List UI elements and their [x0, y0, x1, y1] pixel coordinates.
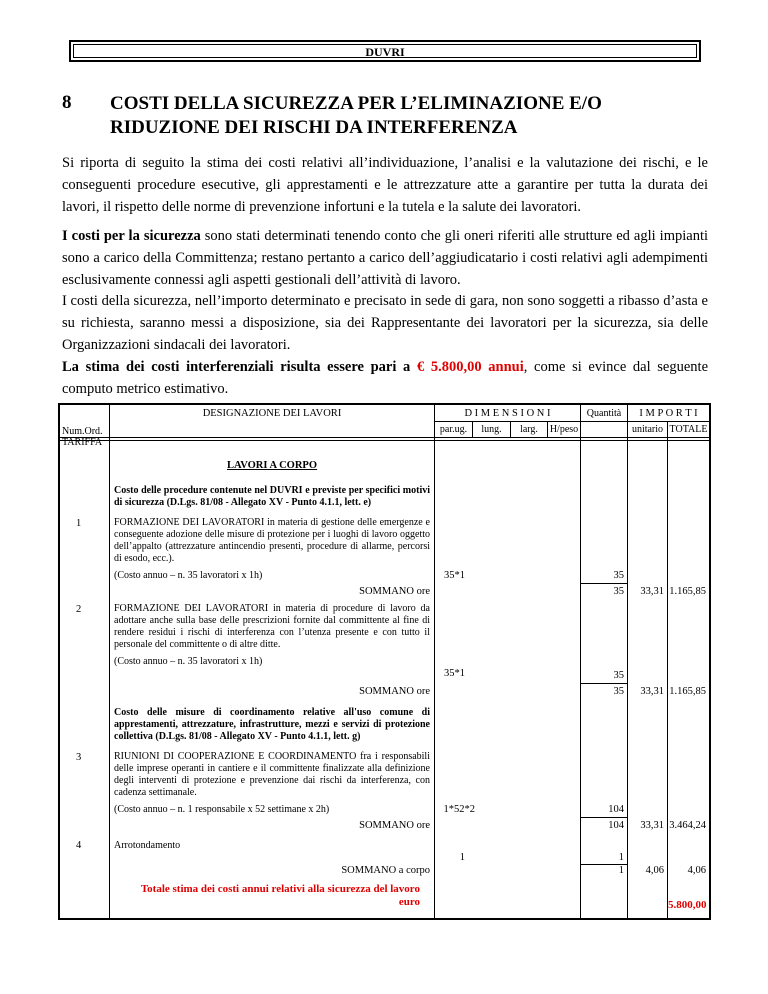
- header-importi: I M P O R T I: [639, 408, 698, 419]
- header-num-ord: Num.Ord.: [62, 426, 103, 437]
- header-lung: lung.: [481, 424, 502, 435]
- header-tariffa: TARIFFA: [62, 437, 103, 448]
- header-box: [69, 40, 701, 62]
- header-title: DUVRI: [73, 44, 697, 58]
- item-3-sommano-label: SOMMANO ore: [359, 820, 430, 831]
- item-3-number: 3: [76, 752, 82, 763]
- paragraph-1: Si riporta di seguito la stima dei costi relativi all’individuazione, l’analisi e la valutazione dei rischi, e le conseguenti procedure esecutive, gli apprestamenti e le attrezzature atte a garantire per tutta la durata dei lavori, il rispetto delle norme di prevenzione infortuni e la tutela e la salute dei lavoratori.: [62, 155, 708, 215]
- paragraph-4-amount: € 5.800,00 annui: [416, 359, 524, 375]
- header-unitario: unitario: [631, 424, 664, 435]
- paragraph-4-bold: La stima dei costi interferenziali risulta essere pari a: [62, 359, 417, 375]
- header-designazione: DESIGNAZIONE DEI LAVORI: [202, 408, 342, 419]
- item-3-total: 3.464,24: [669, 820, 706, 831]
- item-2-note: (Costo annuo – n. 35 lavoratori x 1h): [114, 656, 263, 667]
- grand-total-value: 5.800,00: [668, 899, 707, 911]
- header-quantita: Quantità: [586, 408, 622, 419]
- item-1-description: FORMAZIONE DEI LAVORATORI in materia di gestione delle emergenze e conseguente adozione delle misure di protezione per i luoghi di lavoro oggetto dell’appalto (attrezzature antincendio presenti, procedure di allarme, percorsi di esodo, ecc.).: [114, 517, 430, 564]
- item-4-unit-price: 4,06: [645, 865, 664, 876]
- group-heading-2: Costo delle misure di coordinamento relative all'uso comune di apprestamenti, attrezzature, infrastrutture, mezzi e servizi di protezione collettiva (D.Lgs. 81/08 - Allegato XV - Punto 4.1.1, lett. g): [114, 707, 430, 742]
- item-1-quantity: 35: [613, 570, 624, 581]
- item-4-description: Arrotondamento: [114, 840, 181, 851]
- item-4-quantity: 1: [618, 852, 624, 863]
- item-3-dimensions: 1*52*2: [443, 804, 475, 815]
- item-4-sommano-label: SOMMANO a corpo: [341, 865, 430, 876]
- item-1-sommano-label: SOMMANO ore: [359, 586, 430, 597]
- section-number: 8: [62, 92, 72, 113]
- paragraph-2: [62, 225, 708, 291]
- item-3-quantity: 104: [608, 804, 624, 815]
- cost-table: [58, 403, 711, 920]
- paragraph-4: [62, 356, 708, 400]
- item-4-dimensions: 1: [459, 852, 465, 863]
- item-4-number: 4: [76, 840, 82, 851]
- item-4-sommano-quantity: 1: [618, 865, 624, 876]
- item-3-unit-price: 33,31: [640, 820, 664, 831]
- item-1-dimensions: 35*1: [444, 570, 465, 581]
- item-2-quantity: 35: [613, 670, 624, 681]
- paragraph-2-bold: I costi per la sicurezza: [62, 228, 201, 244]
- item-2-number: 2: [76, 604, 82, 615]
- item-2-sommano-label: SOMMANO ore: [359, 686, 430, 697]
- item-1-total: 1.165,85: [669, 586, 706, 597]
- item-1-number: 1: [76, 518, 82, 529]
- item-1-unit-price: 33,31: [640, 586, 664, 597]
- header-larg: larg.: [520, 424, 538, 435]
- group-heading-1: Costo delle procedure contenute nel DUVRI e previste per specifici motivi di sicurezza (D.Lgs. 81/08 - Allegato XV - Punto 4.1.1, lett. e): [114, 485, 430, 508]
- item-2-dimensions: 35*1: [444, 668, 465, 679]
- paragraph-2-rest: sono stati determinati tenendo conto che gli oneri riferiti alle strutture ed agli impianti sono a carico della Committenza; restano pertanto a carico dell’aggiudicatario i costi relativi agli adempimenti esclusivamente connessi agli aspetti gestionali dell’attività di lavoro.: [62, 228, 708, 288]
- item-3-sommano-quantity: 104: [608, 820, 624, 831]
- lavori-a-corpo-heading: LAVORI A CORPO: [226, 460, 318, 471]
- header-totale: TOTALE: [669, 424, 708, 435]
- item-2-description: FORMAZIONE DEI LAVORATORI in materia di procedure di lavoro da adottare anche sulla base delle prescrizioni fornite dal committente al fine di rendere residui i rischi di interferenza con l’utenza presente e con tutto il personale del committente o di altre ditte.: [114, 603, 430, 650]
- paragraph-3: I costi della sicurezza, nell’importo determinato e precisato in sede di gara, non sono soggetti a ribasso d’asta e su richiesta, saranno messi a disposizione, sia dei Rappresentante dei lavoratori per la sicurezza, sia delle Organizzazioni sindacali dei lavoratori.: [62, 293, 708, 353]
- item-1-note: (Costo annuo – n. 35 lavoratori x 1h): [114, 570, 263, 581]
- item-2-unit-price: 33,31: [640, 686, 664, 697]
- grand-total-label: Totale stima dei costi annui relativi alla sicurezza del lavoro euro: [140, 883, 420, 908]
- section-title: COSTI DELLA SICUREZZA PER L’ELIMINAZIONE E/O RIDUZIONE DEI RISCHI DA INTERFERENZA: [110, 93, 602, 138]
- header-h-peso: H/peso: [549, 424, 579, 435]
- header-dimensioni: D I M E N S I O N I: [464, 408, 551, 419]
- item-2-total: 1.165,85: [669, 686, 706, 697]
- item-1-sommano-quantity: 35: [613, 586, 624, 597]
- item-4-total: 4,06: [687, 865, 706, 876]
- header-par-ug: par.ug.: [439, 424, 468, 435]
- item-3-description: RIUNIONI DI COOPERAZIONE E COORDINAMENTO fra i responsabili delle imprese operanti in cantiere e il committente finalizzate alla definizione degli interventi di protezione e prevenzione dai rischi da interferenza, con cadenza settimanale.: [114, 751, 430, 798]
- paragraph-4-rest: , come si evince dal seguente computo metrico estimativo.: [62, 359, 709, 397]
- item-2-sommano-quantity: 35: [613, 686, 624, 697]
- item-3-note: (Costo annuo – n. 1 responsabile x 52 settimane x 2h): [114, 804, 330, 815]
